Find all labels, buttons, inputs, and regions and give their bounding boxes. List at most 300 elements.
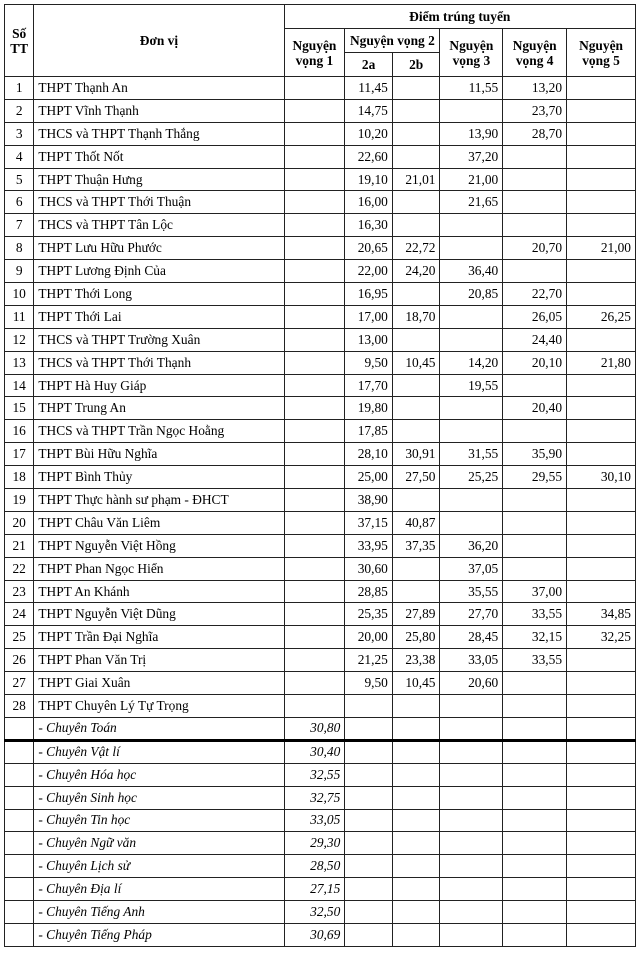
row-number [5, 855, 34, 878]
score-nv2b: 25,80 [392, 626, 440, 649]
score-nv2b [392, 145, 440, 168]
score-nv2a: 16,30 [345, 214, 393, 237]
score-nv3: 19,55 [440, 374, 503, 397]
empty-cell [392, 717, 440, 740]
row-number [5, 923, 34, 946]
school-name: THPT Phan Văn Trị [34, 649, 284, 672]
row-number: 23 [5, 580, 34, 603]
score-nv1 [284, 168, 345, 191]
empty-cell [503, 809, 567, 832]
score-nv1: 32,75 [284, 786, 345, 809]
table-body [5, 77, 636, 947]
score-nv1 [284, 534, 345, 557]
score-nv1: 29,30 [284, 832, 345, 855]
score-nv1 [284, 672, 345, 695]
row-number: 2 [5, 99, 34, 122]
school-name: THPT Lương Định Của [34, 260, 284, 283]
school-name: THPT Lưu Hữu Phước [34, 237, 284, 260]
header-admission-scores: Điểm trúng tuyển [284, 5, 635, 29]
score-nv3: 35,55 [440, 580, 503, 603]
table-row [5, 328, 636, 351]
score-nv2b [392, 420, 440, 443]
score-nv2a: 38,90 [345, 489, 393, 512]
row-number [5, 809, 34, 832]
row-number: 11 [5, 305, 34, 328]
score-nv3: 13,90 [440, 122, 503, 145]
score-nv3 [440, 305, 503, 328]
score-nv3 [440, 420, 503, 443]
empty-cell [503, 923, 567, 946]
score-nv2b [392, 122, 440, 145]
school-name: THPT Thới Long [34, 283, 284, 306]
row-number: 19 [5, 489, 34, 512]
score-nv3: 21,65 [440, 191, 503, 214]
score-nv5 [567, 489, 636, 512]
score-nv5 [567, 328, 636, 351]
score-nv1 [284, 695, 345, 718]
score-nv1: 30,69 [284, 923, 345, 946]
table-row [5, 191, 636, 214]
score-nv2a: 33,95 [345, 534, 393, 557]
score-nv3: 20,85 [440, 283, 503, 306]
score-nv4: 13,20 [503, 77, 567, 100]
score-nv5 [567, 649, 636, 672]
score-nv4 [503, 168, 567, 191]
empty-cell [440, 809, 503, 832]
empty-cell [392, 786, 440, 809]
score-nv2a: 11,45 [345, 77, 393, 100]
score-nv1 [284, 283, 345, 306]
score-nv1 [284, 443, 345, 466]
empty-cell [567, 717, 636, 740]
table-row [5, 420, 636, 443]
header-nv3: Nguyện vọng 3 [440, 29, 503, 77]
score-nv4 [503, 489, 567, 512]
score-nv2b [392, 77, 440, 100]
score-nv2a: 37,15 [345, 511, 393, 534]
table-row [5, 443, 636, 466]
school-name: THPT Thốt Nốt [34, 145, 284, 168]
score-nv5 [567, 214, 636, 237]
score-nv4: 24,40 [503, 328, 567, 351]
table-row [5, 534, 636, 557]
empty-cell [503, 786, 567, 809]
score-nv2a: 22,60 [345, 145, 393, 168]
score-nv1 [284, 122, 345, 145]
score-nv3: 36,40 [440, 260, 503, 283]
score-nv5: 26,25 [567, 305, 636, 328]
header-nv2b: 2b [392, 53, 440, 77]
score-nv4: 35,90 [503, 443, 567, 466]
empty-cell [503, 832, 567, 855]
score-nv5 [567, 260, 636, 283]
school-name: THPT Trần Đại Nghĩa [34, 626, 284, 649]
specialized-class-name: - Chuyên Lịch sử [34, 855, 284, 878]
score-nv2b [392, 557, 440, 580]
specialized-row [5, 809, 636, 832]
table-row [5, 168, 636, 191]
score-nv3: 20,60 [440, 672, 503, 695]
score-nv5 [567, 511, 636, 534]
score-nv1 [284, 649, 345, 672]
row-number: 10 [5, 283, 34, 306]
row-number: 18 [5, 466, 34, 489]
empty-cell [392, 832, 440, 855]
empty-cell [440, 763, 503, 786]
score-nv5 [567, 557, 636, 580]
table-row [5, 397, 636, 420]
score-nv5: 30,10 [567, 466, 636, 489]
score-nv4: 33,55 [503, 649, 567, 672]
school-name: THPT Châu Văn Liêm [34, 511, 284, 534]
score-nv2a: 30,60 [345, 557, 393, 580]
empty-cell [440, 855, 503, 878]
score-nv2b: 10,45 [392, 351, 440, 374]
specialized-class-name: - Chuyên Hóa học [34, 763, 284, 786]
score-nv1 [284, 260, 345, 283]
empty-cell [567, 740, 636, 763]
row-number: 20 [5, 511, 34, 534]
school-name: THPT Trung An [34, 397, 284, 420]
score-nv4: 37,00 [503, 580, 567, 603]
score-nv4 [503, 420, 567, 443]
specialized-class-name: - Chuyên Vật lí [34, 740, 284, 763]
table-row [5, 214, 636, 237]
row-number: 24 [5, 603, 34, 626]
row-number: 8 [5, 237, 34, 260]
score-nv1 [284, 237, 345, 260]
score-nv4: 23,70 [503, 99, 567, 122]
score-nv1: 32,50 [284, 901, 345, 924]
specialized-row [5, 832, 636, 855]
score-nv2b [392, 489, 440, 512]
score-nv4 [503, 695, 567, 718]
score-nv4 [503, 511, 567, 534]
score-nv3 [440, 489, 503, 512]
score-nv4: 20,40 [503, 397, 567, 420]
specialized-class-name: - Chuyên Ngữ văn [34, 832, 284, 855]
score-nv5 [567, 672, 636, 695]
row-number: 4 [5, 145, 34, 168]
table-row [5, 580, 636, 603]
school-name: THPT Thuận Hưng [34, 168, 284, 191]
score-nv4: 29,55 [503, 466, 567, 489]
score-nv5 [567, 77, 636, 100]
score-nv2a: 28,85 [345, 580, 393, 603]
score-nv1 [284, 511, 345, 534]
score-nv5: 21,80 [567, 351, 636, 374]
score-nv2b: 37,35 [392, 534, 440, 557]
score-nv1 [284, 489, 345, 512]
specialized-row [5, 786, 636, 809]
table-row [5, 237, 636, 260]
score-nv2a: 20,65 [345, 237, 393, 260]
school-name: THCS và THPT Tân Lộc [34, 214, 284, 237]
score-nv2b [392, 374, 440, 397]
score-nv2b: 23,38 [392, 649, 440, 672]
empty-cell [345, 832, 393, 855]
empty-cell [567, 923, 636, 946]
score-nv5 [567, 145, 636, 168]
table-row [5, 260, 636, 283]
header-stt: Số TT [5, 5, 34, 77]
score-nv3: 25,25 [440, 466, 503, 489]
empty-cell [567, 901, 636, 924]
score-nv1 [284, 420, 345, 443]
score-nv2a: 28,10 [345, 443, 393, 466]
score-nv1 [284, 145, 345, 168]
specialized-class-name: - Chuyên Tin học [34, 809, 284, 832]
score-nv2a: 16,00 [345, 191, 393, 214]
school-name: THPT Giai Xuân [34, 672, 284, 695]
specialized-row [5, 740, 636, 763]
score-nv2a: 19,80 [345, 397, 393, 420]
specialized-class-name: - Chuyên Sinh học [34, 786, 284, 809]
score-nv5 [567, 168, 636, 191]
score-nv5 [567, 283, 636, 306]
score-nv4 [503, 374, 567, 397]
header-nv2: Nguyện vọng 2 [345, 29, 440, 53]
score-nv3: 21,00 [440, 168, 503, 191]
school-name: THCS và THPT Thới Thạnh [34, 351, 284, 374]
row-number: 12 [5, 328, 34, 351]
score-nv4: 20,70 [503, 237, 567, 260]
specialized-row [5, 901, 636, 924]
score-nv1: 30,40 [284, 740, 345, 763]
table-row [5, 466, 636, 489]
header-nv1: Nguyện vọng 1 [284, 29, 345, 77]
score-nv5 [567, 122, 636, 145]
score-nv5 [567, 695, 636, 718]
score-nv1 [284, 626, 345, 649]
score-nv2a [345, 695, 393, 718]
empty-cell [345, 923, 393, 946]
score-nv2b: 10,45 [392, 672, 440, 695]
table-row [5, 603, 636, 626]
score-nv2b: 21,01 [392, 168, 440, 191]
specialized-row [5, 763, 636, 786]
score-nv5 [567, 420, 636, 443]
score-nv1 [284, 305, 345, 328]
empty-cell [567, 855, 636, 878]
header-nv5: Nguyện vọng 5 [567, 29, 636, 77]
score-nv2a: 9,50 [345, 672, 393, 695]
empty-cell [567, 809, 636, 832]
score-nv2b: 24,20 [392, 260, 440, 283]
table-row [5, 557, 636, 580]
score-nv1 [284, 214, 345, 237]
row-number [5, 786, 34, 809]
empty-cell [503, 740, 567, 763]
score-nv5 [567, 374, 636, 397]
empty-cell [345, 901, 393, 924]
empty-cell [567, 832, 636, 855]
score-nv2b: 30,91 [392, 443, 440, 466]
row-number: 13 [5, 351, 34, 374]
score-nv2a: 17,70 [345, 374, 393, 397]
empty-cell [392, 809, 440, 832]
score-nv3: 36,20 [440, 534, 503, 557]
row-number: 28 [5, 695, 34, 718]
school-name: THPT Chuyên Lý Tự Trọng [34, 695, 284, 718]
score-nv2a: 10,20 [345, 122, 393, 145]
school-name: THPT Vĩnh Thạnh [34, 99, 284, 122]
admission-scores-table [4, 4, 636, 947]
score-nv3 [440, 237, 503, 260]
row-number [5, 878, 34, 901]
score-nv4: 32,15 [503, 626, 567, 649]
empty-cell [567, 878, 636, 901]
empty-cell [392, 740, 440, 763]
empty-cell [392, 763, 440, 786]
empty-cell [345, 878, 393, 901]
table-row [5, 489, 636, 512]
score-nv1 [284, 466, 345, 489]
score-nv1 [284, 77, 345, 100]
score-nv5: 21,00 [567, 237, 636, 260]
score-nv3 [440, 511, 503, 534]
empty-cell [567, 763, 636, 786]
row-number: 1 [5, 77, 34, 100]
score-nv4: 22,70 [503, 283, 567, 306]
score-nv2b: 27,50 [392, 466, 440, 489]
score-nv2a: 25,35 [345, 603, 393, 626]
score-nv4: 20,10 [503, 351, 567, 374]
score-nv2b [392, 99, 440, 122]
score-nv2a: 13,00 [345, 328, 393, 351]
score-nv1 [284, 374, 345, 397]
score-nv3: 14,20 [440, 351, 503, 374]
score-nv5: 32,25 [567, 626, 636, 649]
row-number: 17 [5, 443, 34, 466]
row-number: 5 [5, 168, 34, 191]
empty-cell [503, 763, 567, 786]
empty-cell [345, 717, 393, 740]
score-nv4 [503, 145, 567, 168]
score-nv2a: 17,85 [345, 420, 393, 443]
score-nv3 [440, 214, 503, 237]
score-nv1 [284, 603, 345, 626]
school-name: THPT Hà Huy Giáp [34, 374, 284, 397]
school-name: THPT Phan Ngọc Hiển [34, 557, 284, 580]
school-name: THPT Bùi Hữu Nghĩa [34, 443, 284, 466]
school-name: THPT Thạnh An [34, 77, 284, 100]
row-number: 25 [5, 626, 34, 649]
score-nv2b: 22,72 [392, 237, 440, 260]
score-nv2a: 14,75 [345, 99, 393, 122]
score-nv3: 33,05 [440, 649, 503, 672]
score-nv4: 33,55 [503, 603, 567, 626]
row-number: 14 [5, 374, 34, 397]
header-nv2a: 2a [345, 53, 393, 77]
score-nv1: 33,05 [284, 809, 345, 832]
score-nv2b [392, 695, 440, 718]
score-nv3: 28,45 [440, 626, 503, 649]
score-nv5: 34,85 [567, 603, 636, 626]
score-nv3: 37,20 [440, 145, 503, 168]
score-nv2a: 20,00 [345, 626, 393, 649]
table-row [5, 626, 636, 649]
score-nv4: 28,70 [503, 122, 567, 145]
school-name: THPT Bình Thủy [34, 466, 284, 489]
empty-cell [440, 717, 503, 740]
table-row [5, 695, 636, 718]
score-nv4 [503, 214, 567, 237]
specialized-row [5, 923, 636, 946]
score-nv2a: 25,00 [345, 466, 393, 489]
score-nv3 [440, 397, 503, 420]
empty-cell [440, 878, 503, 901]
score-nv5 [567, 99, 636, 122]
score-nv3: 27,70 [440, 603, 503, 626]
row-number: 3 [5, 122, 34, 145]
score-nv5 [567, 534, 636, 557]
table-row [5, 99, 636, 122]
row-number: 26 [5, 649, 34, 672]
score-nv1: 28,50 [284, 855, 345, 878]
score-nv1 [284, 191, 345, 214]
score-nv2a: 22,00 [345, 260, 393, 283]
score-nv1 [284, 580, 345, 603]
row-number: 7 [5, 214, 34, 237]
specialized-row [5, 855, 636, 878]
score-nv5 [567, 397, 636, 420]
row-number [5, 832, 34, 855]
empty-cell [440, 832, 503, 855]
empty-cell [503, 878, 567, 901]
score-nv3 [440, 99, 503, 122]
header-unit: Đơn vị [34, 5, 284, 77]
table-row [5, 672, 636, 695]
score-nv5 [567, 443, 636, 466]
school-name: THCS và THPT Thới Thuận [34, 191, 284, 214]
row-number: 9 [5, 260, 34, 283]
empty-cell [345, 740, 393, 763]
empty-cell [503, 901, 567, 924]
empty-cell [503, 717, 567, 740]
specialized-class-name: - Chuyên Địa lí [34, 878, 284, 901]
score-nv1 [284, 99, 345, 122]
table-row [5, 77, 636, 100]
specialized-class-name: - Chuyên Toán [34, 717, 284, 740]
empty-cell [440, 901, 503, 924]
score-nv2b [392, 191, 440, 214]
specialized-row [5, 878, 636, 901]
table-row [5, 649, 636, 672]
empty-cell [345, 763, 393, 786]
row-number: 22 [5, 557, 34, 580]
score-nv3 [440, 695, 503, 718]
row-number [5, 740, 34, 763]
score-nv4 [503, 534, 567, 557]
score-nv1: 27,15 [284, 878, 345, 901]
row-number: 27 [5, 672, 34, 695]
row-number: 6 [5, 191, 34, 214]
school-name: THPT Nguyễn Việt Dũng [34, 603, 284, 626]
row-number: 21 [5, 534, 34, 557]
empty-cell [392, 855, 440, 878]
table-header [5, 5, 636, 77]
score-nv2b [392, 283, 440, 306]
score-nv5 [567, 580, 636, 603]
empty-cell [345, 786, 393, 809]
school-name: THCS và THPT Trần Ngọc Hoằng [34, 420, 284, 443]
score-nv1 [284, 557, 345, 580]
table-row [5, 374, 636, 397]
score-nv2b [392, 580, 440, 603]
table-row [5, 511, 636, 534]
score-nv2a: 19,10 [345, 168, 393, 191]
